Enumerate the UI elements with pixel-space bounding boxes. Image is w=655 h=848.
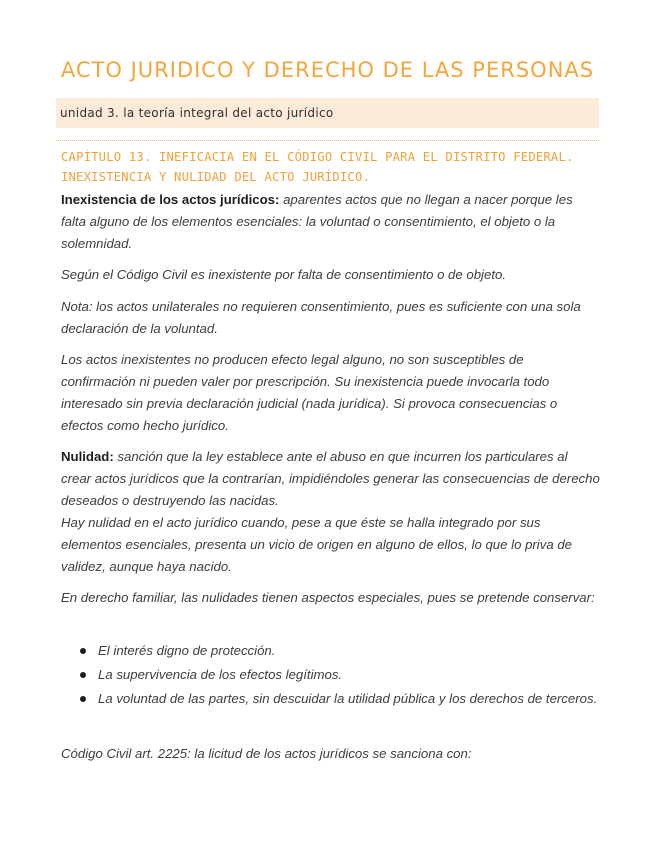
section-divider: [56, 140, 599, 141]
paragraph-nota: Nota: los actos unilaterales no requieren consentimiento, pues es suficiente con una sola declaración de la voluntad.: [61, 299, 581, 336]
paragraph-articulo-2225: Código Civil art. 2225: la licitud de los actos jurídicos se sanciona con:: [61, 746, 472, 761]
unit-heading: unidad 3. la teoría integral del acto jurídico: [60, 106, 334, 120]
list-item: [78, 688, 598, 710]
term-nulidad: Nulidad:: [61, 449, 114, 464]
paragraph-codigo-civil: Según el Código Civil es inexistente por falta de consentimiento o de objeto.: [61, 267, 506, 282]
chapter-heading: CAPÍTULO 13. INEFICACIA EN EL CÓDIGO CIVIL PARA EL DISTRITO FEDERAL. INEXISTENCIA Y NULIDAD DEL ACTO JURÍDICO.: [61, 150, 574, 184]
bullet-list: [78, 640, 598, 712]
paragraph-nulidad: [61, 446, 601, 512]
document-title: ACTO JURIDICO Y DERECHO DE LAS PERSONAS: [60, 58, 595, 82]
bullet-icon: [80, 648, 86, 654]
paragraph-hay-nulidad: Hay nulidad en el acto jurídico cuando, pese a que éste se halla integrado por sus elementos esenciales, presenta un vicio de origen en alguno de ellos, lo que lo priva de validez, aunque haya nacido.: [61, 515, 572, 574]
term-inexistencia: Inexistencia de los actos jurídicos:: [61, 192, 280, 207]
list-item-text: El interés digno de protección.: [98, 643, 276, 658]
paragraph-efectos: Los actos inexistentes no producen efecto legal alguno, no son susceptibles de confirmación ni pueden valer por prescripción. Su inexistencia puede invocarla todo interesado sin previa declaración judicial (nada jurídica). Si provoca consecuencias o efectos como hecho jurídico.: [61, 352, 558, 433]
list-item-text: La supervivencia de los efectos legítimos.: [98, 667, 343, 682]
list-item: [78, 664, 598, 686]
paragraph-inexistencia: [61, 189, 601, 255]
paragraph-derecho-familiar: En derecho familiar, las nulidades tienen aspectos especiales, pues se pretende conservar:: [61, 590, 595, 605]
paragraph-text: aparentes actos que no llegan a nacer porque les falta alguno de los elementos esenciales: la voluntad o consentimiento, el objeto o la solemnidad.: [61, 192, 573, 251]
paragraph-text: sanción que la ley establece ante el abuso en que incurren los particulares al crear actos jurídicos que la contrarían, impidiéndoles generar las consecuencias de derecho deseados o destruyendo las nacidas.: [61, 449, 600, 508]
bullet-icon: [80, 672, 86, 678]
list-item: [78, 640, 598, 662]
bullet-icon: [80, 696, 86, 702]
list-item-text: La voluntad de las partes, sin descuidar la utilidad pública y los derechos de terceros.: [98, 691, 598, 706]
